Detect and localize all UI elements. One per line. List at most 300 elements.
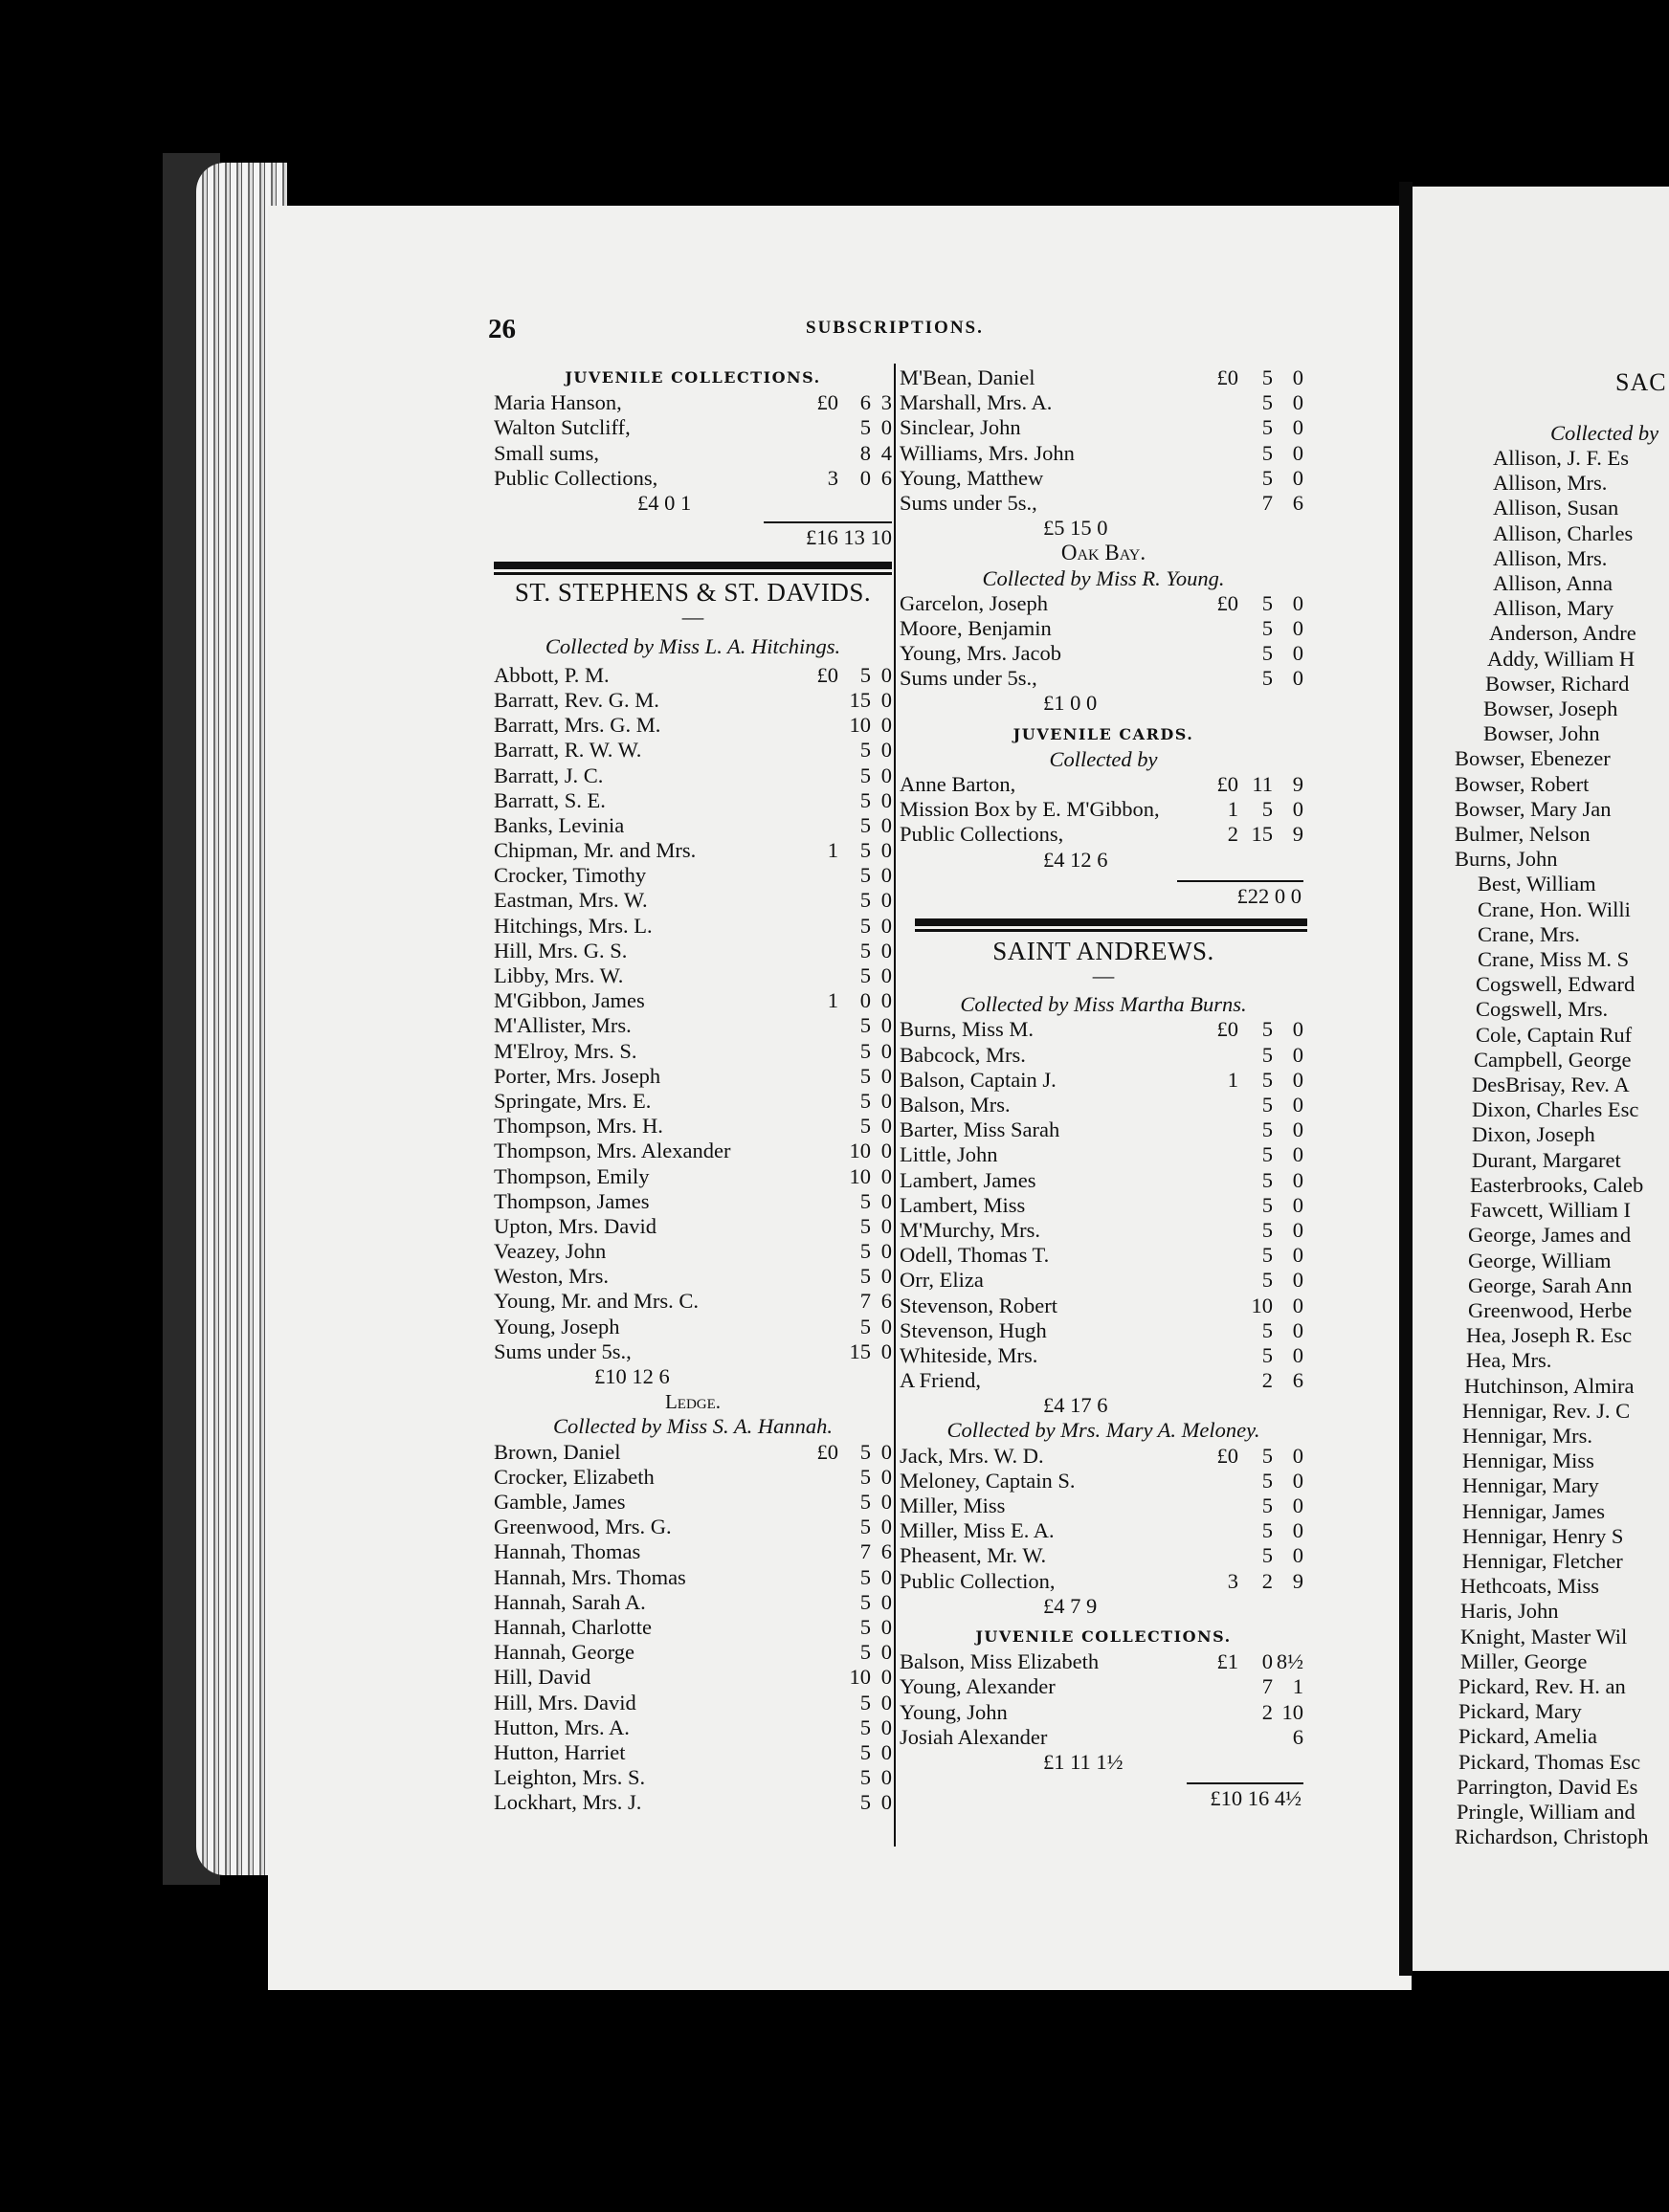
amount-pence: 0 — [880, 1515, 892, 1539]
column-rule — [894, 364, 896, 1847]
amount-shillings: 5 — [859, 415, 871, 440]
amount-shillings: 5 — [859, 1739, 871, 1764]
right-page-name: Hea, Mrs. — [1466, 1348, 1552, 1373]
right-page-name: Allison, Mrs. — [1493, 545, 1608, 570]
entry-name: Public Collections, — [900, 822, 1064, 847]
amount-shillings: 5 — [1261, 1017, 1273, 1042]
amount-shillings: 5 — [1261, 1093, 1273, 1117]
section-heading: Oak Bay. — [1060, 541, 1146, 565]
entry-name: Crocker, Elizabeth — [494, 1464, 655, 1489]
amount-shillings: 5 — [1261, 390, 1273, 415]
entry-name: Hannah, Thomas — [494, 1539, 641, 1564]
subtotal: £4 0 1 — [637, 490, 692, 515]
entry-name: Miller, Miss E. A. — [900, 1518, 1055, 1543]
entry-row — [494, 939, 892, 963]
entry-name: Young, Alexander — [900, 1674, 1056, 1699]
amount-shillings: 5 — [1261, 1067, 1273, 1092]
amount-pence: 0 — [880, 913, 892, 938]
entry-row — [900, 1218, 1307, 1243]
right-page-name: Hennigar, Miss — [1462, 1449, 1594, 1473]
amount-shillings: 5 — [1261, 465, 1273, 490]
entry-row — [900, 1569, 1307, 1594]
amount-pence: 0 — [880, 1665, 892, 1690]
entry-name: Veazey, John — [494, 1239, 607, 1264]
amount-pence: 6 — [1292, 1724, 1303, 1749]
entry-name: Porter, Mrs. Joseph — [494, 1063, 661, 1088]
amount-shillings: 5 — [1261, 1468, 1273, 1493]
amount-shillings: 5 — [1261, 1342, 1273, 1367]
entry-row — [494, 1665, 892, 1690]
entry-name: Hannah, Mrs. Thomas — [494, 1564, 686, 1589]
amount-shillings: 6 — [859, 390, 871, 415]
amount-pence: 0 — [880, 1690, 892, 1714]
amount-shillings: 5 — [1261, 1167, 1273, 1192]
amount-pence: 0 — [880, 1564, 892, 1589]
entry-row — [494, 963, 892, 988]
right-page-heading: SAC — [1615, 368, 1667, 396]
entry-name: Hannah, Sarah A. — [494, 1589, 646, 1614]
entry-name: Abbott, P. M. — [494, 662, 610, 687]
entry-name: Balson, Captain J. — [900, 1067, 1057, 1092]
entry-name: Barratt, J. C. — [494, 763, 604, 787]
amount-pence: 0 — [1292, 1543, 1303, 1568]
entry-name: Sums under 5s., — [900, 666, 1037, 691]
amount-shillings: 5 — [1261, 666, 1273, 691]
entry-name: Upton, Mrs. David — [494, 1213, 656, 1238]
entry-row — [900, 666, 1307, 691]
amount-pence: 0 — [1292, 1217, 1303, 1242]
entry-row — [900, 1043, 1307, 1068]
amount-pounds: £0 — [816, 662, 838, 687]
amount-shillings: 10 — [849, 1139, 871, 1163]
entry-row — [900, 1193, 1307, 1218]
entry-row — [494, 688, 892, 713]
amount-pence: 6 — [880, 465, 892, 490]
amount-pence: 0 — [1292, 1192, 1303, 1217]
entry-name: Thompson, Mrs. Alexander — [494, 1139, 731, 1163]
right-page-name: Cole, Captain Ruf — [1476, 1022, 1633, 1047]
amount-pounds: £0 — [1216, 1017, 1238, 1042]
entry-row — [494, 888, 892, 913]
amount-pence: 0 — [880, 938, 892, 962]
page-gutter — [1399, 182, 1413, 1976]
amount-shillings: 5 — [859, 1188, 871, 1213]
entry-name: Weston, Mrs. — [494, 1264, 610, 1289]
collector-line: Collected by Miss L. A. Hitchings. — [545, 633, 841, 658]
amount-shillings: 5 — [1261, 590, 1273, 615]
amount-pounds: 1 — [827, 838, 838, 863]
amount-pence: 0 — [880, 713, 892, 738]
subtotal: £1 11 1½ — [1043, 1749, 1124, 1774]
amount-shillings: 5 — [1261, 1117, 1273, 1142]
entry-name: Stevenson, Hugh — [900, 1317, 1047, 1342]
right-page-name: Bowser, Robert — [1455, 771, 1590, 796]
amount-pence: 9 — [1292, 822, 1303, 847]
right-page-names — [1443, 446, 1669, 1881]
entry-name: Chipman, Mr. and Mrs. — [494, 838, 697, 863]
amount-shillings: 5 — [859, 1439, 871, 1464]
amount-pence: 0 — [1292, 415, 1303, 440]
amount-shillings: 15 — [849, 1338, 871, 1363]
right-page-name: Bowser, Joseph — [1483, 697, 1618, 721]
right-page-name: Parrington, David Es — [1457, 1774, 1638, 1799]
entry-name: Barratt, R. W. W. — [494, 738, 642, 763]
right-page-name: Dixon, Joseph — [1472, 1122, 1595, 1147]
right-page-name: Hennigar, Henry S — [1462, 1523, 1624, 1548]
subtotal: £4 17 6 — [1043, 1393, 1108, 1418]
amount-shillings: 2 — [1261, 1568, 1273, 1593]
amount-shillings: 5 — [859, 1038, 871, 1063]
entry-name: Williams, Mrs. John — [900, 440, 1075, 465]
entry-name: Burns, Miss M. — [900, 1017, 1035, 1042]
amount-pounds: £0 — [1216, 1443, 1238, 1468]
entry-row — [900, 1343, 1307, 1368]
section-heading: ST. STEPHENS & ST. DAVIDS. — [514, 578, 872, 608]
amount-shillings: 5 — [859, 838, 871, 863]
entry-row — [494, 1164, 892, 1189]
right-page-name: Crane, Hon. Willi — [1478, 896, 1631, 921]
right-page-name: Hennigar, Fletcher — [1462, 1548, 1623, 1573]
amount-pence: 0 — [880, 1314, 892, 1338]
entry-row — [900, 1068, 1307, 1093]
amount-shillings: 5 — [859, 1614, 871, 1639]
amount-pence: 0 — [1292, 590, 1303, 615]
amount-shillings: 5 — [859, 938, 871, 962]
amount-pence: 0 — [1292, 641, 1303, 666]
amount-pounds: £0 — [816, 390, 838, 415]
amount-shillings: 5 — [859, 812, 871, 837]
entry-row — [494, 466, 892, 491]
entry-row — [494, 713, 892, 738]
right-page-name: Fawcett, William I — [1470, 1198, 1632, 1223]
right-page-name: Cogswell, Edward — [1476, 972, 1636, 997]
collector-line: Collected by — [1049, 746, 1158, 771]
right-page-name: Richardson, Christoph — [1455, 1825, 1649, 1849]
entry-row — [900, 1017, 1307, 1042]
entry-name: Babcock, Mrs. — [900, 1042, 1026, 1067]
amount-pounds: 2 — [1227, 822, 1238, 847]
entry-list — [900, 1444, 1307, 1594]
entry-row — [494, 1189, 892, 1214]
entry-name: Balson, Mrs. — [900, 1093, 1011, 1117]
amount-pence: 0 — [880, 1213, 892, 1238]
entry-row — [900, 365, 1307, 390]
right-page-name: Best, William — [1478, 872, 1596, 896]
entry-row — [494, 1064, 892, 1089]
right-page-name: Hethcoats, Miss — [1460, 1574, 1599, 1599]
entry-row — [900, 1444, 1307, 1469]
entry-name: Orr, Eliza — [900, 1268, 984, 1293]
subtotal: £10 12 6 — [594, 1364, 670, 1389]
entry-row — [900, 1469, 1307, 1493]
entry-row — [494, 914, 892, 939]
amount-shillings: 5 — [859, 963, 871, 988]
amount-shillings: 5 — [859, 1515, 871, 1539]
grand-total: £10 16 4½ — [1210, 1786, 1302, 1811]
entry-row — [494, 1765, 892, 1790]
amount-pence: 0 — [880, 1139, 892, 1163]
entry-row — [900, 1318, 1307, 1343]
amount-pence: 6 — [880, 1539, 892, 1564]
entry-name: Barratt, S. E. — [494, 787, 606, 812]
entry-name: Public Collections, — [494, 465, 658, 490]
entry-list — [900, 1017, 1307, 1393]
right-page-name: Allison, Mary — [1493, 596, 1614, 621]
amount-shillings: 5 — [859, 1264, 871, 1289]
subtotal: £4 7 9 — [1043, 1593, 1098, 1618]
amount-pence: 0 — [1292, 390, 1303, 415]
entry-name: Libby, Mrs. W. — [494, 963, 624, 988]
amount-pounds: £0 — [1216, 590, 1238, 615]
entry-row — [900, 1700, 1307, 1725]
right-page-collector: Collected by — [1550, 421, 1659, 445]
entry-row — [494, 1590, 892, 1615]
entry-row — [494, 1615, 892, 1640]
amount-pence: 0 — [880, 988, 892, 1013]
right-page-name: Bulmer, Nelson — [1455, 822, 1591, 847]
grand-total-block — [494, 521, 892, 550]
dash: — — [1092, 963, 1115, 988]
entry-name: Pheasent, Mr. W. — [900, 1543, 1047, 1568]
right-page-name: Pringle, William and — [1457, 1799, 1636, 1824]
entry-name: Garcelon, Joseph — [900, 590, 1048, 615]
amount-shillings: 5 — [859, 888, 871, 913]
subtotal: £1 0 0 — [1043, 691, 1098, 716]
amount-shillings: 10 — [849, 713, 871, 738]
right-page-name: George, William — [1468, 1248, 1612, 1272]
right-page-name: Dixon, Charles Esc — [1472, 1097, 1639, 1122]
amount-pence: 0 — [880, 812, 892, 837]
amount-shillings: 5 — [1261, 1317, 1273, 1342]
grand-total: £16 13 10 — [806, 525, 892, 550]
entry-row — [494, 1539, 892, 1564]
amount-shillings: 11 — [1252, 772, 1273, 797]
amount-shillings: 5 — [1261, 1493, 1273, 1518]
amount-shillings: 5 — [1261, 641, 1273, 666]
entry-row — [494, 838, 892, 863]
entry-row — [900, 591, 1307, 616]
entry-row — [494, 390, 892, 415]
amount-shillings: 5 — [1261, 1543, 1273, 1568]
entry-row — [900, 616, 1307, 641]
amount-pence: 0 — [1292, 1167, 1303, 1192]
entry-list — [494, 390, 892, 491]
entry-name: Odell, Thomas T. — [900, 1243, 1050, 1268]
entry-row — [900, 797, 1307, 822]
amount-shillings: 5 — [859, 1714, 871, 1739]
amount-shillings: 5 — [859, 1589, 871, 1614]
right-page-name: Pickard, Rev. H. an — [1458, 1673, 1626, 1698]
amount-shillings: 5 — [859, 1765, 871, 1790]
entry-name: Lockhart, Mrs. J. — [494, 1790, 642, 1815]
entry-name: Lambert, James — [900, 1167, 1036, 1192]
entry-row — [900, 1725, 1307, 1750]
amount-pence: 0 — [880, 1640, 892, 1665]
entry-row — [494, 1214, 892, 1239]
amount-shillings: 5 — [859, 1213, 871, 1238]
entry-list — [900, 772, 1307, 848]
amount-pence: 0 — [1292, 666, 1303, 691]
amount-shillings: 15 — [849, 687, 871, 712]
amount-pence: 0 — [880, 1063, 892, 1088]
entry-name: Young, Joseph — [494, 1314, 620, 1338]
amount-pence: 0 — [1292, 1493, 1303, 1518]
amount-pence: 0 — [880, 838, 892, 863]
amount-pence: 0 — [1292, 1518, 1303, 1543]
amount-pence: 0 — [880, 1614, 892, 1639]
entry-name: Josiah Alexander — [900, 1724, 1048, 1749]
entry-row — [900, 1674, 1307, 1699]
entry-row — [494, 1790, 892, 1815]
entry-row — [900, 1093, 1307, 1117]
right-page-name: Bowser, John — [1483, 721, 1600, 746]
entry-name: Mission Box by E. M'Gibbon, — [900, 797, 1160, 822]
entry-row — [494, 1640, 892, 1665]
sum-rule — [1177, 880, 1303, 882]
entry-row — [900, 491, 1307, 516]
entry-name: Marshall, Mrs. A. — [900, 390, 1053, 415]
entry-row — [494, 1289, 892, 1314]
right-page-name: Greenwood, Herbe — [1468, 1297, 1633, 1322]
section-divider — [915, 918, 1307, 929]
amount-pence: 0 — [880, 1114, 892, 1139]
amount-shillings: 5 — [1261, 1243, 1273, 1268]
entry-name: Small sums, — [494, 440, 600, 465]
section-heading: JUVENILE CARDS. — [1013, 724, 1194, 743]
amount-pence: 0 — [880, 863, 892, 888]
entry-row — [494, 1440, 892, 1465]
entry-name: Thompson, Mrs. H. — [494, 1114, 663, 1139]
entry-name: Hill, Mrs. G. S. — [494, 938, 628, 962]
amount-shillings: 5 — [859, 913, 871, 938]
entry-list — [494, 1440, 892, 1816]
amount-pence: 0 — [1292, 1268, 1303, 1293]
entry-name: Walton Sutcliff, — [494, 415, 631, 440]
amount-pence: 6 — [1292, 490, 1303, 515]
amount-pence: 6 — [1292, 1368, 1303, 1393]
name-list — [1443, 446, 1669, 1849]
amount-pence: 0 — [880, 787, 892, 812]
entry-row — [900, 1168, 1307, 1193]
column-1 — [494, 365, 892, 1815]
entry-name: Balson, Miss Elizabeth — [900, 1649, 1100, 1674]
entry-name: M'Murchy, Mrs. — [900, 1217, 1040, 1242]
entry-row — [900, 1543, 1307, 1568]
entry-list — [900, 1649, 1307, 1750]
right-page-name: Hea, Joseph R. Esc — [1466, 1323, 1633, 1348]
right-page-name: Allison, Charles — [1493, 520, 1634, 545]
amount-pounds: 1 — [1227, 797, 1238, 822]
amount-pence: 0 — [880, 1264, 892, 1289]
entry-row — [900, 772, 1307, 797]
amount-shillings: 5 — [859, 1314, 871, 1338]
right-page-name: Anderson, Andre — [1489, 621, 1636, 646]
right-page-name: Hennigar, Mary — [1462, 1473, 1599, 1498]
right-page-name: Hennigar, Mrs. — [1462, 1423, 1592, 1448]
entry-row — [900, 1243, 1307, 1268]
amount-shillings: 5 — [1261, 1142, 1273, 1167]
entry-name: A Friend, — [900, 1368, 982, 1393]
entry-name: Public Collection, — [900, 1568, 1056, 1593]
entry-row — [494, 1465, 892, 1490]
right-page-name: Pickard, Mary — [1458, 1699, 1582, 1724]
amount-pence: 0 — [880, 1464, 892, 1489]
page-number: 26 — [488, 314, 516, 344]
amount-shillings: 5 — [859, 1690, 871, 1714]
right-page-name: Pickard, Thomas Esc — [1458, 1749, 1641, 1774]
amount-pence: 9 — [1292, 772, 1303, 797]
right-page-name: Haris, John — [1460, 1599, 1559, 1624]
entry-name: Hill, David — [494, 1665, 591, 1690]
right-page-name: Allison, J. F. Es — [1493, 446, 1629, 470]
entry-name: Springate, Mrs. E. — [494, 1088, 652, 1113]
amount-pence: 9 — [1292, 1568, 1303, 1593]
entry-name: Anne Barton, — [900, 772, 1016, 797]
amount-shillings: 7 — [859, 1539, 871, 1564]
amount-shillings: 5 — [859, 1013, 871, 1038]
amount-shillings: 5 — [859, 1114, 871, 1139]
amount-shillings: 5 — [1261, 1443, 1273, 1468]
entry-name: Moore, Benjamin — [900, 615, 1052, 640]
amount-pence: 1 — [1292, 1674, 1303, 1699]
entry-row — [494, 1013, 892, 1038]
amount-shillings: 0 — [859, 465, 871, 490]
amount-pence: 0 — [880, 963, 892, 988]
collector-line: Collected by Mrs. Mary A. Meloney. — [946, 1418, 1260, 1443]
entry-name: Brown, Daniel — [494, 1439, 621, 1464]
entry-row — [494, 1490, 892, 1515]
amount-shillings: 5 — [859, 1464, 871, 1489]
entry-row — [494, 813, 892, 838]
entry-row — [900, 1117, 1307, 1142]
amount-shillings: 5 — [1261, 440, 1273, 465]
entry-row — [900, 390, 1307, 415]
entry-name: Sinclear, John — [900, 415, 1021, 440]
entry-name: Hutton, Harriet — [494, 1739, 626, 1764]
entry-row — [494, 1339, 892, 1364]
amount-pence: 0 — [880, 1589, 892, 1614]
entry-row — [494, 788, 892, 813]
right-page-name: Allison, Anna — [1493, 571, 1613, 596]
entry-row — [494, 441, 892, 466]
amount-shillings: 5 — [859, 787, 871, 812]
entry-row — [900, 1493, 1307, 1518]
entry-row — [494, 1089, 892, 1114]
collector-line: Collected by Miss R. Young. — [982, 565, 1225, 590]
amount-shillings: 5 — [1261, 1268, 1273, 1293]
entry-name: Hannah, George — [494, 1640, 635, 1665]
right-page-name: Bowser, Mary Jan — [1455, 796, 1612, 821]
entry-row — [494, 1740, 892, 1765]
amount-pence: 0 — [1292, 365, 1303, 389]
entry-name: Whiteside, Mrs. — [900, 1342, 1038, 1367]
right-page-name: Allison, Mrs. — [1493, 471, 1608, 496]
amount-pence: 0 — [1292, 1142, 1303, 1167]
amount-pence: 0 — [1292, 465, 1303, 490]
amount-shillings: 5 — [859, 763, 871, 787]
right-page-name: Crane, Miss M. S — [1478, 947, 1630, 972]
entry-row — [494, 863, 892, 888]
amount-shillings: 8 — [859, 440, 871, 465]
entry-row — [900, 822, 1307, 847]
entry-name: M'Bean, Daniel — [900, 365, 1035, 389]
entry-name: M'Allister, Mrs. — [494, 1013, 632, 1038]
amount-pence: 0 — [880, 1038, 892, 1063]
amount-shillings: 5 — [859, 1088, 871, 1113]
entry-row — [494, 1114, 892, 1139]
amount-pounds: 3 — [1227, 1568, 1238, 1593]
entry-row — [900, 1294, 1307, 1318]
